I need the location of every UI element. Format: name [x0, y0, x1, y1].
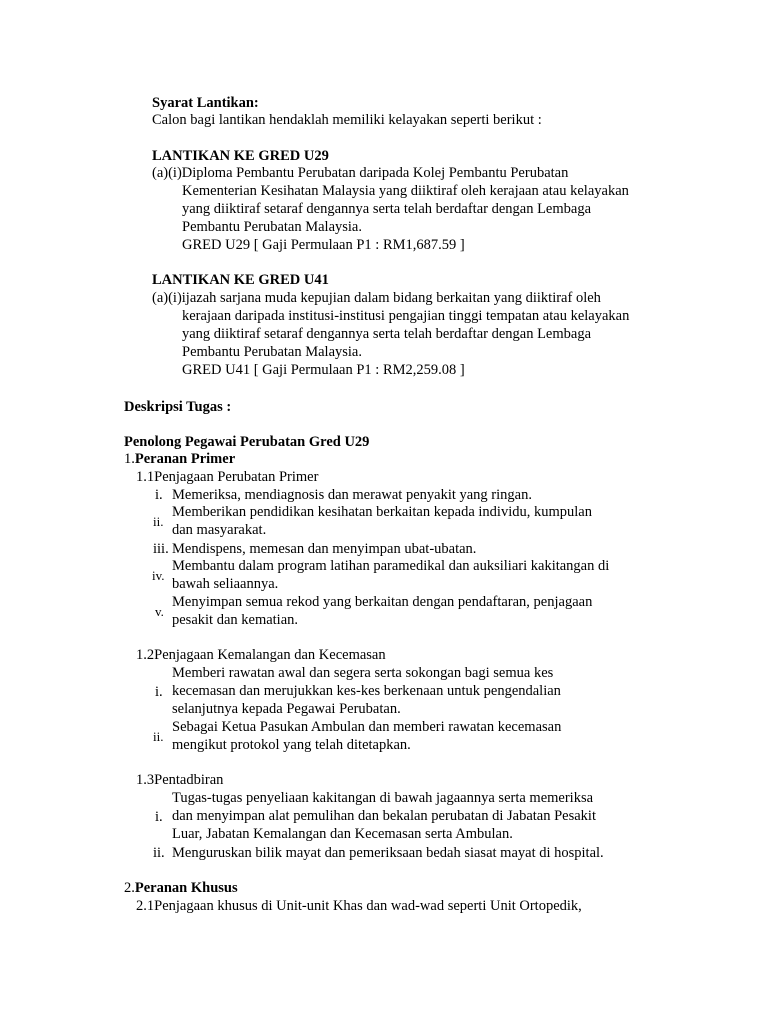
list-item: Menyimpan semua rekod yang berkaitan dengan pendaftaran, penjagaan — [172, 594, 593, 610]
u29-line: Pembantu Perubatan Malaysia. — [182, 219, 362, 235]
section2-title: Peranan Khusus — [134, 880, 238, 896]
section2-sub1-title: 2.1Penjagaan khusus di Unit-unit Khas dan wad-wad seperti Unit Ortopedik, — [136, 898, 582, 914]
u29-line: Kementerian Kesihatan Malaysia yang diiktiraf oleh kerajaan atau kelayakan — [182, 183, 629, 199]
list-marker: i. — [155, 487, 163, 503]
list-item: Luar, Jabatan Kemalangan dan Kecemasan serta Ambulan. — [172, 826, 513, 842]
list-item: dan masyarakat. — [172, 522, 267, 538]
list-marker: ii. — [153, 514, 164, 529]
list-marker: iv. — [152, 568, 165, 583]
list-item: Memberikan pendidikan kesihatan berkaitan kepada individu, kumpulan — [172, 504, 592, 520]
sub1-title: 1.1Penjagaan Perubatan Primer — [136, 469, 319, 485]
list-item: Menguruskan bilik mayat dan pemeriksaan bedah siasat mayat di hospital. — [172, 845, 604, 861]
section1-heading — [124, 450, 235, 468]
u29-line: yang diiktiraf setaraf dengannya serta telah berdaftar dengan Lembaga — [182, 201, 592, 217]
list-item: Mendispens, memesan dan menyimpan ubat-ubatan. — [172, 541, 477, 557]
list-item: kecemasan dan merujukkan kes-kes berkenaan untuk pengendalian — [172, 683, 561, 699]
syarat-intro: Calon bagi lantikan hendaklah memiliki kelayakan seperti berikut : — [152, 112, 542, 128]
section2-number: 2. — [124, 880, 135, 896]
list-item: Memeriksa, mendiagnosis dan merawat penyakit yang ringan. — [172, 487, 532, 503]
list-item: Sebagai Ketua Pasukan Ambulan dan memberi rawatan kecemasan — [172, 719, 562, 735]
list-item: Membantu dalam program latihan paramedikal dan auksiliari kakitangan di — [172, 558, 610, 574]
role-title: Penolong Pegawai Perubatan Gred U29 — [124, 434, 370, 450]
list-item: dan menyimpan alat pemulihan dan bekalan perubatan di Jabatan Pesakit — [172, 808, 596, 824]
list-item: Memberi rawatan awal dan segera serta sokongan bagi semua kes — [172, 665, 554, 681]
section1-number: 1. — [124, 451, 135, 467]
deskripsi-heading: Deskripsi Tugas : — [124, 399, 232, 415]
sub3-title: 1.3Pentadbiran — [136, 772, 224, 788]
u41-salary: GRED U41 [ Gaji Permulaan P1 : RM2,259.08 ] — [182, 362, 465, 378]
list-marker: i. — [155, 809, 163, 825]
u29-salary: GRED U29 [ Gaji Permulaan P1 : RM1,687.59 ] — [182, 237, 465, 253]
list-marker: iii. — [153, 541, 169, 557]
u41-line: Pembantu Perubatan Malaysia. — [182, 344, 362, 360]
section2-heading — [124, 879, 238, 897]
list-item: bawah seliaannya. — [172, 576, 279, 592]
u41-line: yang diiktiraf setaraf dengannya serta telah berdaftar dengan Lembaga — [182, 326, 592, 342]
u41-line: kerajaan daripada institusi-institusi pengajian tinggi tempatan atau kelayakan — [182, 308, 630, 324]
u41-heading: LANTIKAN KE GRED U41 — [152, 272, 329, 288]
list-marker: ii. — [153, 845, 165, 861]
u41-line: (a)(i)ijazah sarjana muda kepujian dalam bidang berkaitan yang diiktiraf oleh — [152, 290, 601, 306]
list-item: Tugas-tugas penyeliaan kakitangan di bawah jagaannya serta memeriksa — [172, 790, 594, 806]
sub2-title: 1.2Penjagaan Kemalangan dan Kecemasan — [136, 647, 386, 663]
u29-heading: LANTIKAN KE GRED U29 — [152, 148, 329, 164]
list-item: selanjutnya kepada Pegawai Perubatan. — [172, 701, 401, 717]
list-item: mengikut protokol yang telah ditetapkan. — [172, 737, 411, 753]
list-marker: i. — [155, 684, 163, 700]
list-marker: ii. — [153, 729, 164, 744]
syarat-heading: Syarat Lantikan: — [152, 95, 259, 111]
section1-title: Peranan Primer — [134, 451, 236, 467]
list-item: pesakit dan kematian. — [172, 612, 299, 628]
list-marker: v. — [155, 604, 164, 619]
u29-line: (a)(i)Diploma Pembantu Perubatan daripada Kolej Pembantu Perubatan — [152, 165, 569, 181]
